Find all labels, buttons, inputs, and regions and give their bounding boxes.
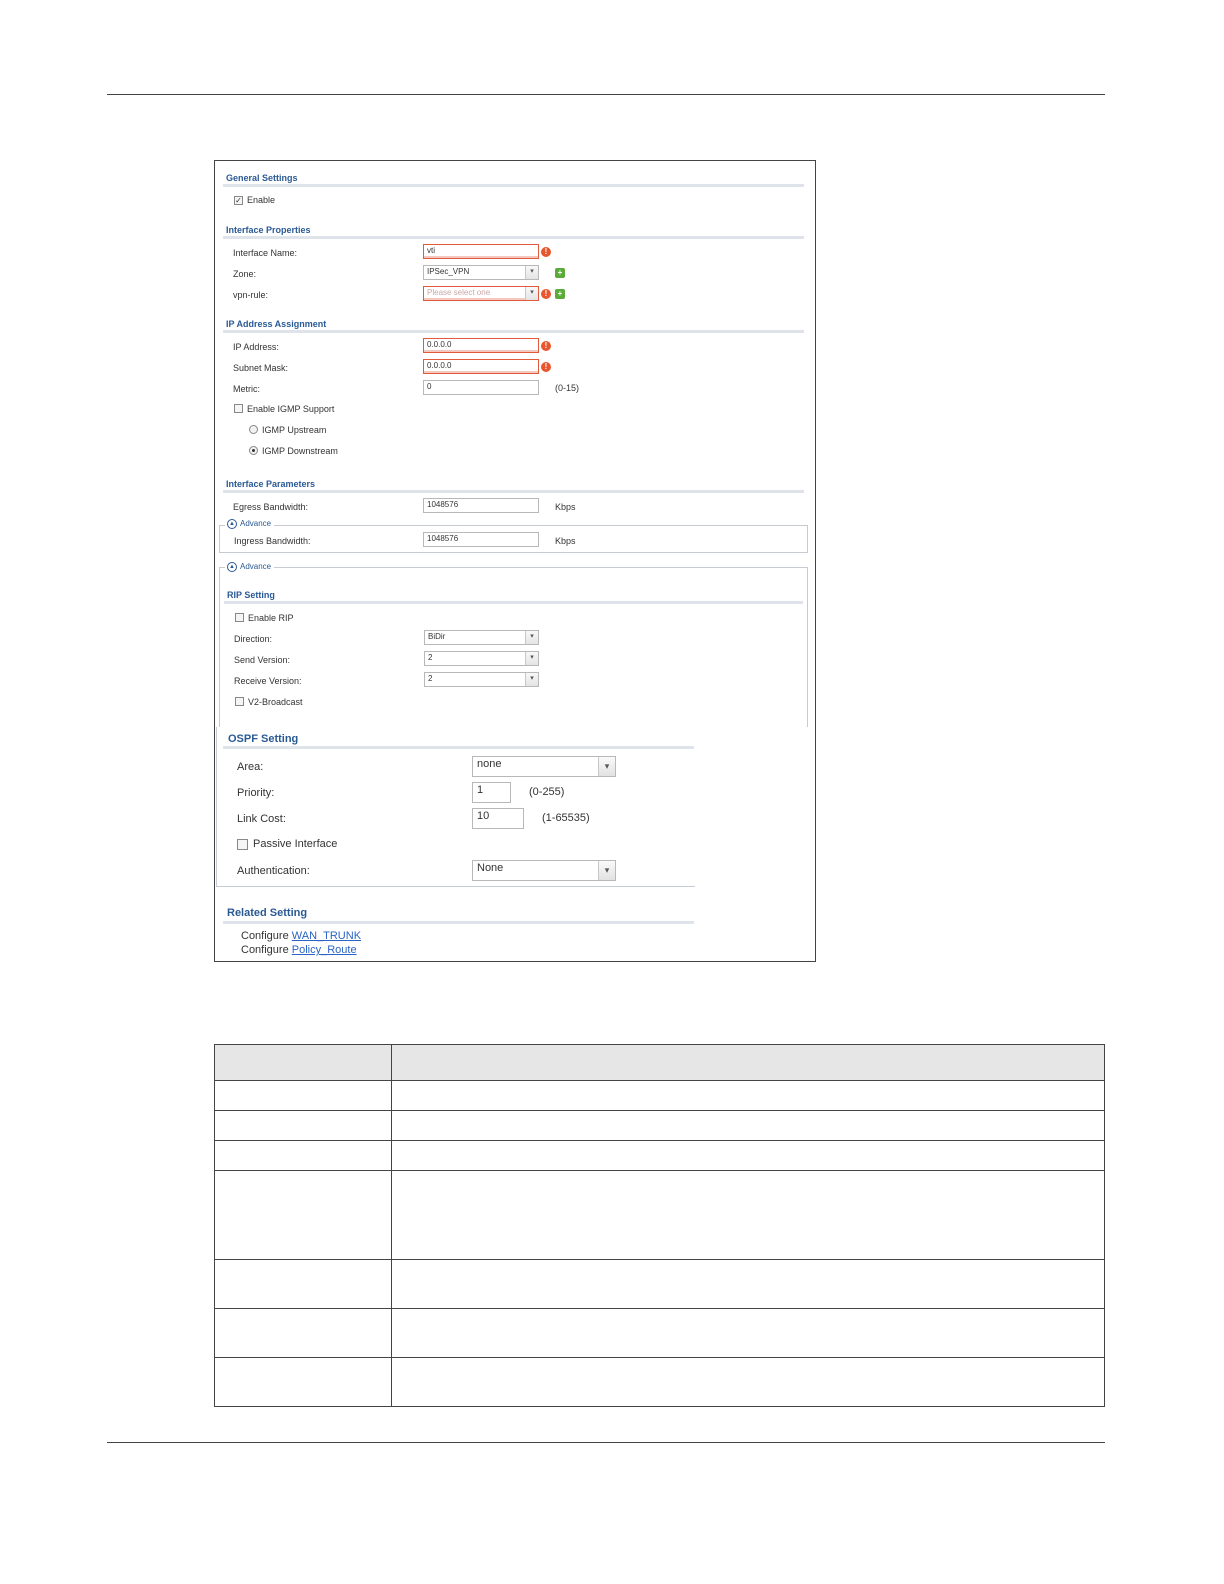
enable-label: Enable [247, 195, 276, 205]
table-row [215, 1081, 1105, 1111]
table-cell [215, 1260, 392, 1309]
zone-value: IPSec_VPN [427, 267, 470, 276]
chevron-down-icon: ▾ [525, 266, 538, 279]
enable-rip-checkbox[interactable] [235, 613, 244, 622]
table-cell [392, 1171, 1105, 1260]
send-version-value: 2 [428, 653, 433, 662]
igmp-downstream-label: IGMP Downstream [262, 446, 338, 456]
igmp-upstream-radio[interactable] [249, 425, 258, 434]
section-divider [223, 921, 694, 924]
egress-label: Egress Bandwidth: [233, 502, 309, 512]
receive-version-label: Receive Version: [234, 676, 302, 686]
section-divider [223, 746, 694, 749]
authentication-select[interactable] [472, 860, 616, 881]
subnet-mask-label: Subnet Mask: [233, 363, 289, 373]
table-row [215, 1141, 1105, 1171]
metric-range: (0-15) [555, 383, 580, 393]
table-cell [392, 1309, 1105, 1358]
passive-interface-label: Passive Interface [253, 838, 338, 850]
interface-name-input[interactable]: vti [423, 244, 539, 259]
error-icon: ! [541, 362, 551, 372]
igmp-downstream-radio[interactable] [249, 446, 258, 455]
field-description-table [214, 1044, 1105, 1407]
advance-label-2: Advance [240, 562, 272, 572]
passive-interface-checkbox[interactable] [237, 839, 248, 850]
send-version-select[interactable] [424, 651, 539, 666]
wan-trunk-link[interactable]: WAN_TRUNK [291, 930, 362, 942]
table-cell [392, 1081, 1105, 1111]
authentication-value: None [477, 862, 504, 874]
add-zone-icon[interactable]: + [555, 268, 565, 278]
ip-assignment-title: IP Address Assignment [226, 319, 327, 329]
section-divider [223, 236, 804, 239]
priority-label: Priority: [237, 787, 275, 799]
enable-checkbox[interactable]: ✓ [235, 196, 242, 205]
collapse-icon: ▲ [227, 519, 237, 529]
link-cost-range: (1-65535) [542, 812, 590, 824]
area-label: Area: [237, 761, 264, 773]
ip-address-input[interactable]: 0.0.0.0 [423, 338, 539, 353]
table-row [215, 1111, 1105, 1141]
v2-broadcast-label: V2-Broadcast [248, 697, 303, 707]
authentication-label: Authentication: [237, 865, 310, 877]
section-divider [223, 184, 804, 187]
interface-parameters-title: Interface Parameters [226, 479, 316, 489]
direction-value: BiDir [428, 632, 446, 641]
configure-prefix: Configure [241, 944, 289, 956]
table-row [215, 1171, 1105, 1260]
section-divider [223, 330, 804, 333]
receive-version-value: 2 [428, 674, 433, 683]
table-header-cell [215, 1045, 392, 1081]
table-header-cell [392, 1045, 1105, 1081]
enable-rip-label: Enable RIP [248, 613, 294, 623]
bottom-rule [107, 1442, 1105, 1443]
configure-wan-row [241, 930, 361, 942]
policy-route-link[interactable]: Policy_Route [291, 944, 357, 956]
error-icon: ! [541, 341, 551, 351]
area-value: none [477, 758, 502, 770]
link-cost-label: Link Cost: [237, 813, 286, 825]
metric-label: Metric: [233, 384, 260, 394]
ingress-label: Ingress Bandwidth: [234, 536, 311, 546]
ingress-unit: Kbps [555, 536, 576, 546]
error-icon: ! [541, 247, 551, 257]
table-row [215, 1260, 1105, 1309]
advance-group-2 [219, 567, 808, 727]
egress-unit: Kbps [555, 502, 576, 512]
general-settings-title: General Settings [226, 173, 298, 183]
egress-input[interactable]: 1048576 [423, 498, 539, 513]
configure-policy-row [241, 944, 357, 956]
receive-version-select[interactable] [424, 672, 539, 687]
table-header-row [215, 1045, 1105, 1081]
direction-label: Direction: [234, 634, 273, 644]
table-cell [392, 1260, 1105, 1309]
igmp-label: Enable IGMP Support [247, 404, 335, 414]
subnet-mask-input[interactable]: 0.0.0.0 [423, 359, 539, 374]
ingress-input[interactable]: 1048576 [423, 532, 539, 547]
add-vpn-rule-icon[interactable]: + [555, 289, 565, 299]
table-row [215, 1358, 1105, 1407]
table-row [215, 1309, 1105, 1358]
table-cell [392, 1111, 1105, 1141]
table-cell [392, 1358, 1105, 1407]
vpn-rule-select[interactable] [423, 286, 539, 301]
interface-properties-title: Interface Properties [226, 225, 311, 235]
advance-toggle-2[interactable] [225, 562, 274, 572]
zone-select[interactable] [423, 265, 539, 280]
section-divider [223, 490, 804, 493]
priority-input[interactable]: 1 [472, 782, 511, 803]
ip-address-label: IP Address: [233, 342, 279, 352]
table-cell [215, 1141, 392, 1171]
chevron-down-icon: ▾ [598, 757, 615, 776]
direction-select[interactable] [424, 630, 539, 645]
section-divider [224, 601, 803, 604]
chevron-down-icon: ▾ [525, 652, 538, 665]
configure-prefix: Configure [241, 930, 289, 942]
igmp-checkbox[interactable] [234, 404, 243, 413]
send-version-label: Send Version: [234, 655, 291, 665]
table-cell [215, 1358, 392, 1407]
table-cell [215, 1309, 392, 1358]
igmp-upstream-label: IGMP Upstream [262, 425, 327, 435]
vpn-rule-placeholder: Please select one [427, 288, 491, 297]
area-select[interactable] [472, 756, 616, 777]
table-cell [392, 1141, 1105, 1171]
ospf-group [216, 727, 695, 887]
top-rule [107, 94, 1105, 95]
ospf-title: OSPF Setting [228, 733, 299, 745]
table-cell [215, 1111, 392, 1141]
chevron-down-icon: ▾ [525, 631, 538, 644]
chevron-down-icon: ▾ [598, 861, 615, 880]
priority-range: (0-255) [529, 786, 565, 798]
interface-name-label: Interface Name: [233, 248, 298, 258]
zone-label: Zone: [233, 269, 257, 279]
advance-toggle[interactable] [225, 519, 274, 529]
chevron-down-icon: ▾ [525, 287, 538, 300]
v2-broadcast-checkbox[interactable] [235, 697, 244, 706]
table-cell [215, 1081, 392, 1111]
rip-title: RIP Setting [227, 590, 275, 600]
advance-label: Advance [240, 519, 272, 529]
vpn-rule-label: vpn-rule: [233, 290, 269, 300]
interface-edit-screenshot [214, 160, 816, 962]
error-icon: ! [541, 289, 551, 299]
table-cell [215, 1171, 392, 1260]
link-cost-input[interactable]: 10 [472, 808, 524, 829]
related-title: Related Setting [227, 907, 308, 919]
metric-input[interactable]: 0 [423, 380, 539, 395]
chevron-down-icon: ▾ [525, 673, 538, 686]
collapse-icon: ▲ [227, 562, 237, 572]
